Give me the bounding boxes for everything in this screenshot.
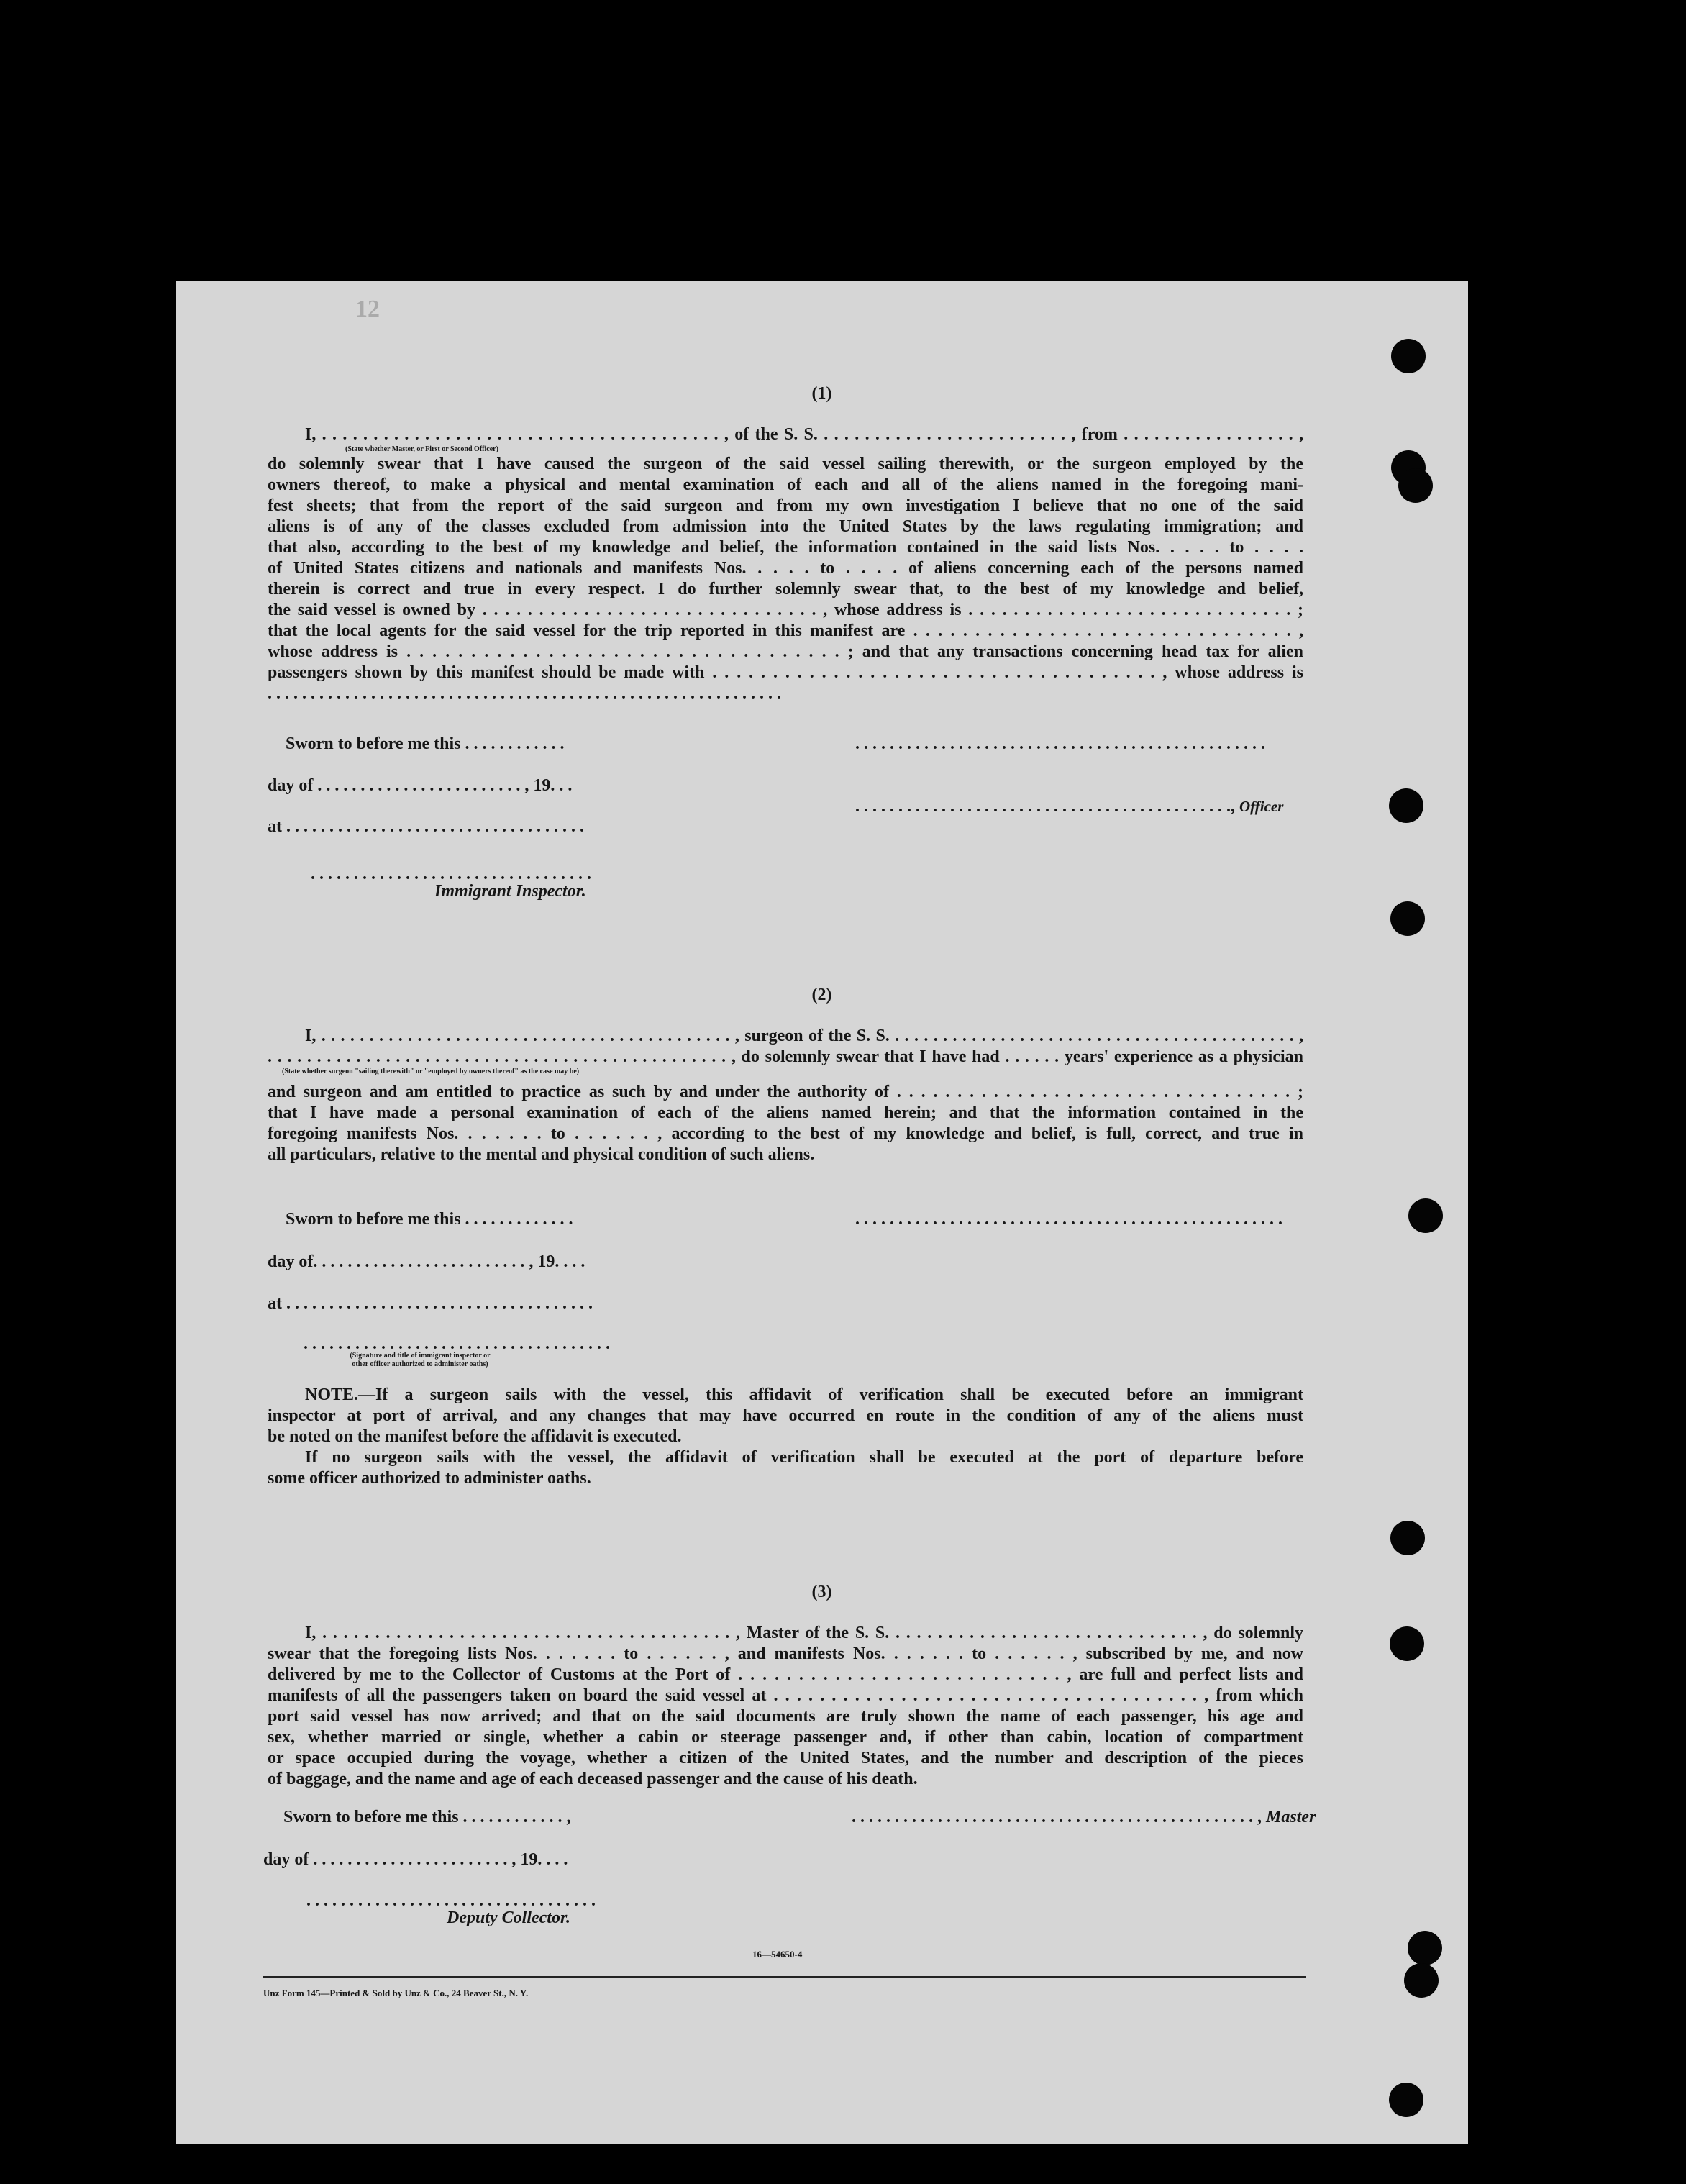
section-2-at: at . . . . . . . . . . . . . . . . . . . . . . . . . . . . . . . . . . . . [268, 1294, 593, 1313]
note-line: NOTE.—If a surgeon sails with the vessel, this affidavit of verification shall be executed before an immigrant [305, 1386, 1303, 1404]
section-3-affidavit [268, 1623, 1303, 1790]
punch-hole [1390, 1626, 1424, 1661]
punch-hole [1389, 2083, 1423, 2117]
section-3-master-line [852, 1807, 1316, 1828]
section-2-surgeon-signature-line: . . . . . . . . . . . . . . . . . . . . . . . . . . . . . . . . . . . . . . . . . . . . . . . . . . [855, 1210, 1282, 1229]
punch-hole [1390, 901, 1425, 936]
section-1-inspector-title: Immigrant Inspector. [434, 882, 586, 901]
section-1-number: (1) [811, 384, 832, 403]
section-1-officer-dots: . . . . . . . . . . . . . . . . . . . . . . . . . . . . . . . . . . . . . . . . . . . ., [855, 797, 1235, 816]
section-1-line: aliens is of any of the classes excluded from admission into the United States by the laws regulating immigration; and [268, 517, 1303, 536]
section-1-sworn: Sworn to before me this . . . . . . . . . . . . [286, 734, 565, 753]
section-3-line: manifests of all the passengers taken on board the said vessel at . . . . . . . . . . . . . . . . . . . . . . . . . . . . . . . . . . . . . , from which [268, 1686, 1303, 1705]
section-1-line: passengers shown by this manifest should be made with . . . . . . . . . . . . . . . . . . . . . . . . . . . . . . . . . . . . . , whose address is [268, 663, 1303, 682]
section-3-collector-title: Deputy Collector. [447, 1908, 570, 1927]
section-1-officer-line [855, 796, 1283, 817]
section-3-line: port said vessel has now arrived; and that on the said documents are truly shown the name of each passenger, his age and [268, 1707, 1303, 1726]
punch-hole [1398, 468, 1433, 503]
note-line: inspector at port of arrival, and any changes that may have occurred en route in the condition of any of the aliens must [268, 1406, 1303, 1425]
punch-hole [1408, 1198, 1443, 1233]
section-3-collector-signature-line: . . . . . . . . . . . . . . . . . . . . . . . . . . . . . . . . . . [306, 1891, 596, 1910]
section-2-number: (2) [811, 986, 832, 1004]
section-2-line: . . . . . . . . . . . . . . . . . . . . . . . . . . . . . . . . . . . . . . . . . . . . . . . , do solemnly swear that I have had . . . . . . years' experience as a physician [268, 1047, 1303, 1066]
section-2-line-note: (State whether surgeon "sailing therewith" or "employed by owners thereof" as the case may be) [282, 1068, 580, 1075]
section-3-sworn: Sworn to before me this . . . . . . . . . . . . , [283, 1808, 571, 1826]
section-1-officer-signature-line: . . . . . . . . . . . . . . . . . . . . . . . . . . . . . . . . . . . . . . . . . . . . . . . . [855, 734, 1265, 753]
section-1-line: . . . . . . . . . . . . . . . . . . . . . . . . . . . . . . . . . . . . . . . . . . . . . . . . . . . . . . . . . . . . [268, 684, 781, 703]
section-1-line: therein is correct and true in every respect. I do further solemnly swear that, to the best of my knowledge and belief, [268, 580, 1303, 599]
section-1-line: that the local agents for the said vessel for the trip reported in this manifest are . . . . . . . . . . . . . . . . . . . . . . . . . . . . . . . , [268, 622, 1303, 640]
punch-hole [1389, 788, 1423, 823]
section-1-line: that also, according to the best of my knowledge and belief, the information contained in the said lists Nos. . . . . to . . . . [268, 538, 1303, 557]
punch-hole [1390, 1521, 1425, 1555]
section-3-line: of baggage, and the name and age of each deceased passenger and the cause of his death. [268, 1770, 918, 1788]
section-2-day: day of. . . . . . . . . . . . . . . . . . . . . . . . . , 19. . . . [268, 1252, 585, 1271]
section-1-day: day of . . . . . . . . . . . . . . . . . . . . . . . . , 19. . . [268, 776, 573, 795]
page-stamp: 12 [355, 296, 380, 322]
form-code: 16—54650-4 [752, 1949, 803, 1960]
section-2-note [268, 1385, 1303, 1489]
note-line: If no surgeon sails with the vessel, the affidavit of verification shall be executed at the port of departure before [305, 1448, 1303, 1467]
section-2-line: all particulars, relative to the mental and physical condition of such aliens. [268, 1145, 815, 1164]
section-1-affidavit [268, 424, 1303, 704]
section-1-officer-title: Officer [1239, 798, 1284, 815]
section-2-line: that I have made a personal examination of each of the aliens named herein; and that the information contained in the [268, 1104, 1303, 1122]
section-2-signature-line: . . . . . . . . . . . . . . . . . . . . . . . . . . . . . . . . . . . . [304, 1334, 610, 1353]
section-3-line: sex, whether married or single, whether a cabin or steerage passenger and, if other than cabin, location of compartment [268, 1728, 1303, 1747]
section-3-day: day of . . . . . . . . . . . . . . . . . . . . . . . , 19. . . . [263, 1850, 568, 1869]
section-1-inspector-signature-line: . . . . . . . . . . . . . . . . . . . . . . . . . . . . . . . . . [311, 865, 591, 883]
section-2-line: foregoing manifests Nos. . . . . . . to . . . . . . , according to the best of my knowledge and belief, is full, correct, and true in [268, 1124, 1303, 1143]
section-3-line: or space occupied during the voyage, whether a citizen of the United States, and the number and description of the pieces [268, 1749, 1303, 1767]
section-1-line: the said vessel is owned by . . . . . . . . . . . . . . . . . . . . . . . . . . . . . . , whose address is . . . . . . . . . . . . . . . . . . . . . . . . . . . . . ; [268, 601, 1303, 619]
punch-hole [1391, 339, 1426, 373]
punch-hole [1408, 1931, 1442, 1965]
section-1-line: whose address is . . . . . . . . . . . . . . . . . . . . . . . . . . . . . . . . . . ; and that any transactions concerning head tax for alien [268, 642, 1303, 661]
section-1-at: at . . . . . . . . . . . . . . . . . . . . . . . . . . . . . . . . . . . [268, 817, 584, 836]
note-line: some officer authorized to administer oaths. [268, 1469, 591, 1488]
section-2-signature-note: (Signature and title of immigrant inspector or other officer authorized to administer oaths) [350, 1352, 491, 1368]
section-3-master-dots: . . . . . . . . . . . . . . . . . . . . . . . . . . . . . . . . . . . . . . . . . . . . . . . , [852, 1808, 1262, 1826]
section-3-line: swear that the foregoing lists Nos. . . . . . . to . . . . . . , and manifests Nos. . . . . . . to . . . . . . , subscribed by me, and now [268, 1644, 1303, 1663]
section-3-line: delivered by me to the Collector of Customs at the Port of . . . . . . . . . . . . . . . . . . . . . . . . . . . , are full and perfect lists and [268, 1665, 1303, 1684]
section-2-sworn: Sworn to before me this . . . . . . . . . . . . . [286, 1210, 573, 1229]
section-3-number: (3) [811, 1583, 832, 1601]
section-1-line-note: (State whether Master, or First or Second Officer) [345, 445, 498, 453]
section-1-line: of United States citizens and nationals and manifests Nos. . . . . to . . . . of aliens concerning each of the persons named [268, 559, 1303, 578]
section-3-line: I, . . . . . . . . . . . . . . . . . . . . . . . . . . . . . . . . . . . . . . . , Master of the S. S. . . . . . . . . . . . . . . . . . . . . . . . . . . . . . , do solemnly [305, 1624, 1303, 1642]
note-line: be noted on the manifest before the affidavit is executed. [268, 1427, 682, 1446]
section-3-master-title: Master [1266, 1808, 1316, 1826]
punch-hole [1404, 1963, 1439, 1998]
printer-footer: Unz Form 145—Printed & Sold by Unz & Co., 24 Beaver St., N. Y. [263, 1988, 529, 1998]
section-1-line: do solemnly swear that I have caused the surgeon of the said vessel sailing therewith, or the surgeon employed by the [268, 455, 1303, 473]
section-2-line: and surgeon and am entitled to practice as such by and under the authority of . . . . . . . . . . . . . . . . . . . . . . . . . . . . . . . . . ; [268, 1083, 1303, 1101]
section-2-affidavit [268, 1026, 1303, 1165]
footer-divider [263, 1976, 1306, 1978]
section-1-line: owners thereof, to make a physical and mental examination of each and all of the aliens named in the foregoing mani- [268, 476, 1303, 494]
section-1-line: fest sheets; that from the report of the said surgeon and from my own investigation I believe that no one of the said [268, 496, 1303, 515]
section-1-line: I, . . . . . . . . . . . . . . . . . . . . . . . . . . . . . . . . . . . . . . . , of the S. S. . . . . . . . . . . . . . . . . . . . . . . . . , from . . . . . . . . . . . . . . . . . , [305, 425, 1303, 444]
section-2-line: I, . . . . . . . . . . . . . . . . . . . . . . . . . . . . . . . . . . . . . . . . . . . , surgeon of the S. S. . . . . . . . . . . . . . . . . . . . . . . . . . . . . . . . . . . . . . . . . . . , [305, 1027, 1303, 1045]
form-page [176, 281, 1468, 2144]
